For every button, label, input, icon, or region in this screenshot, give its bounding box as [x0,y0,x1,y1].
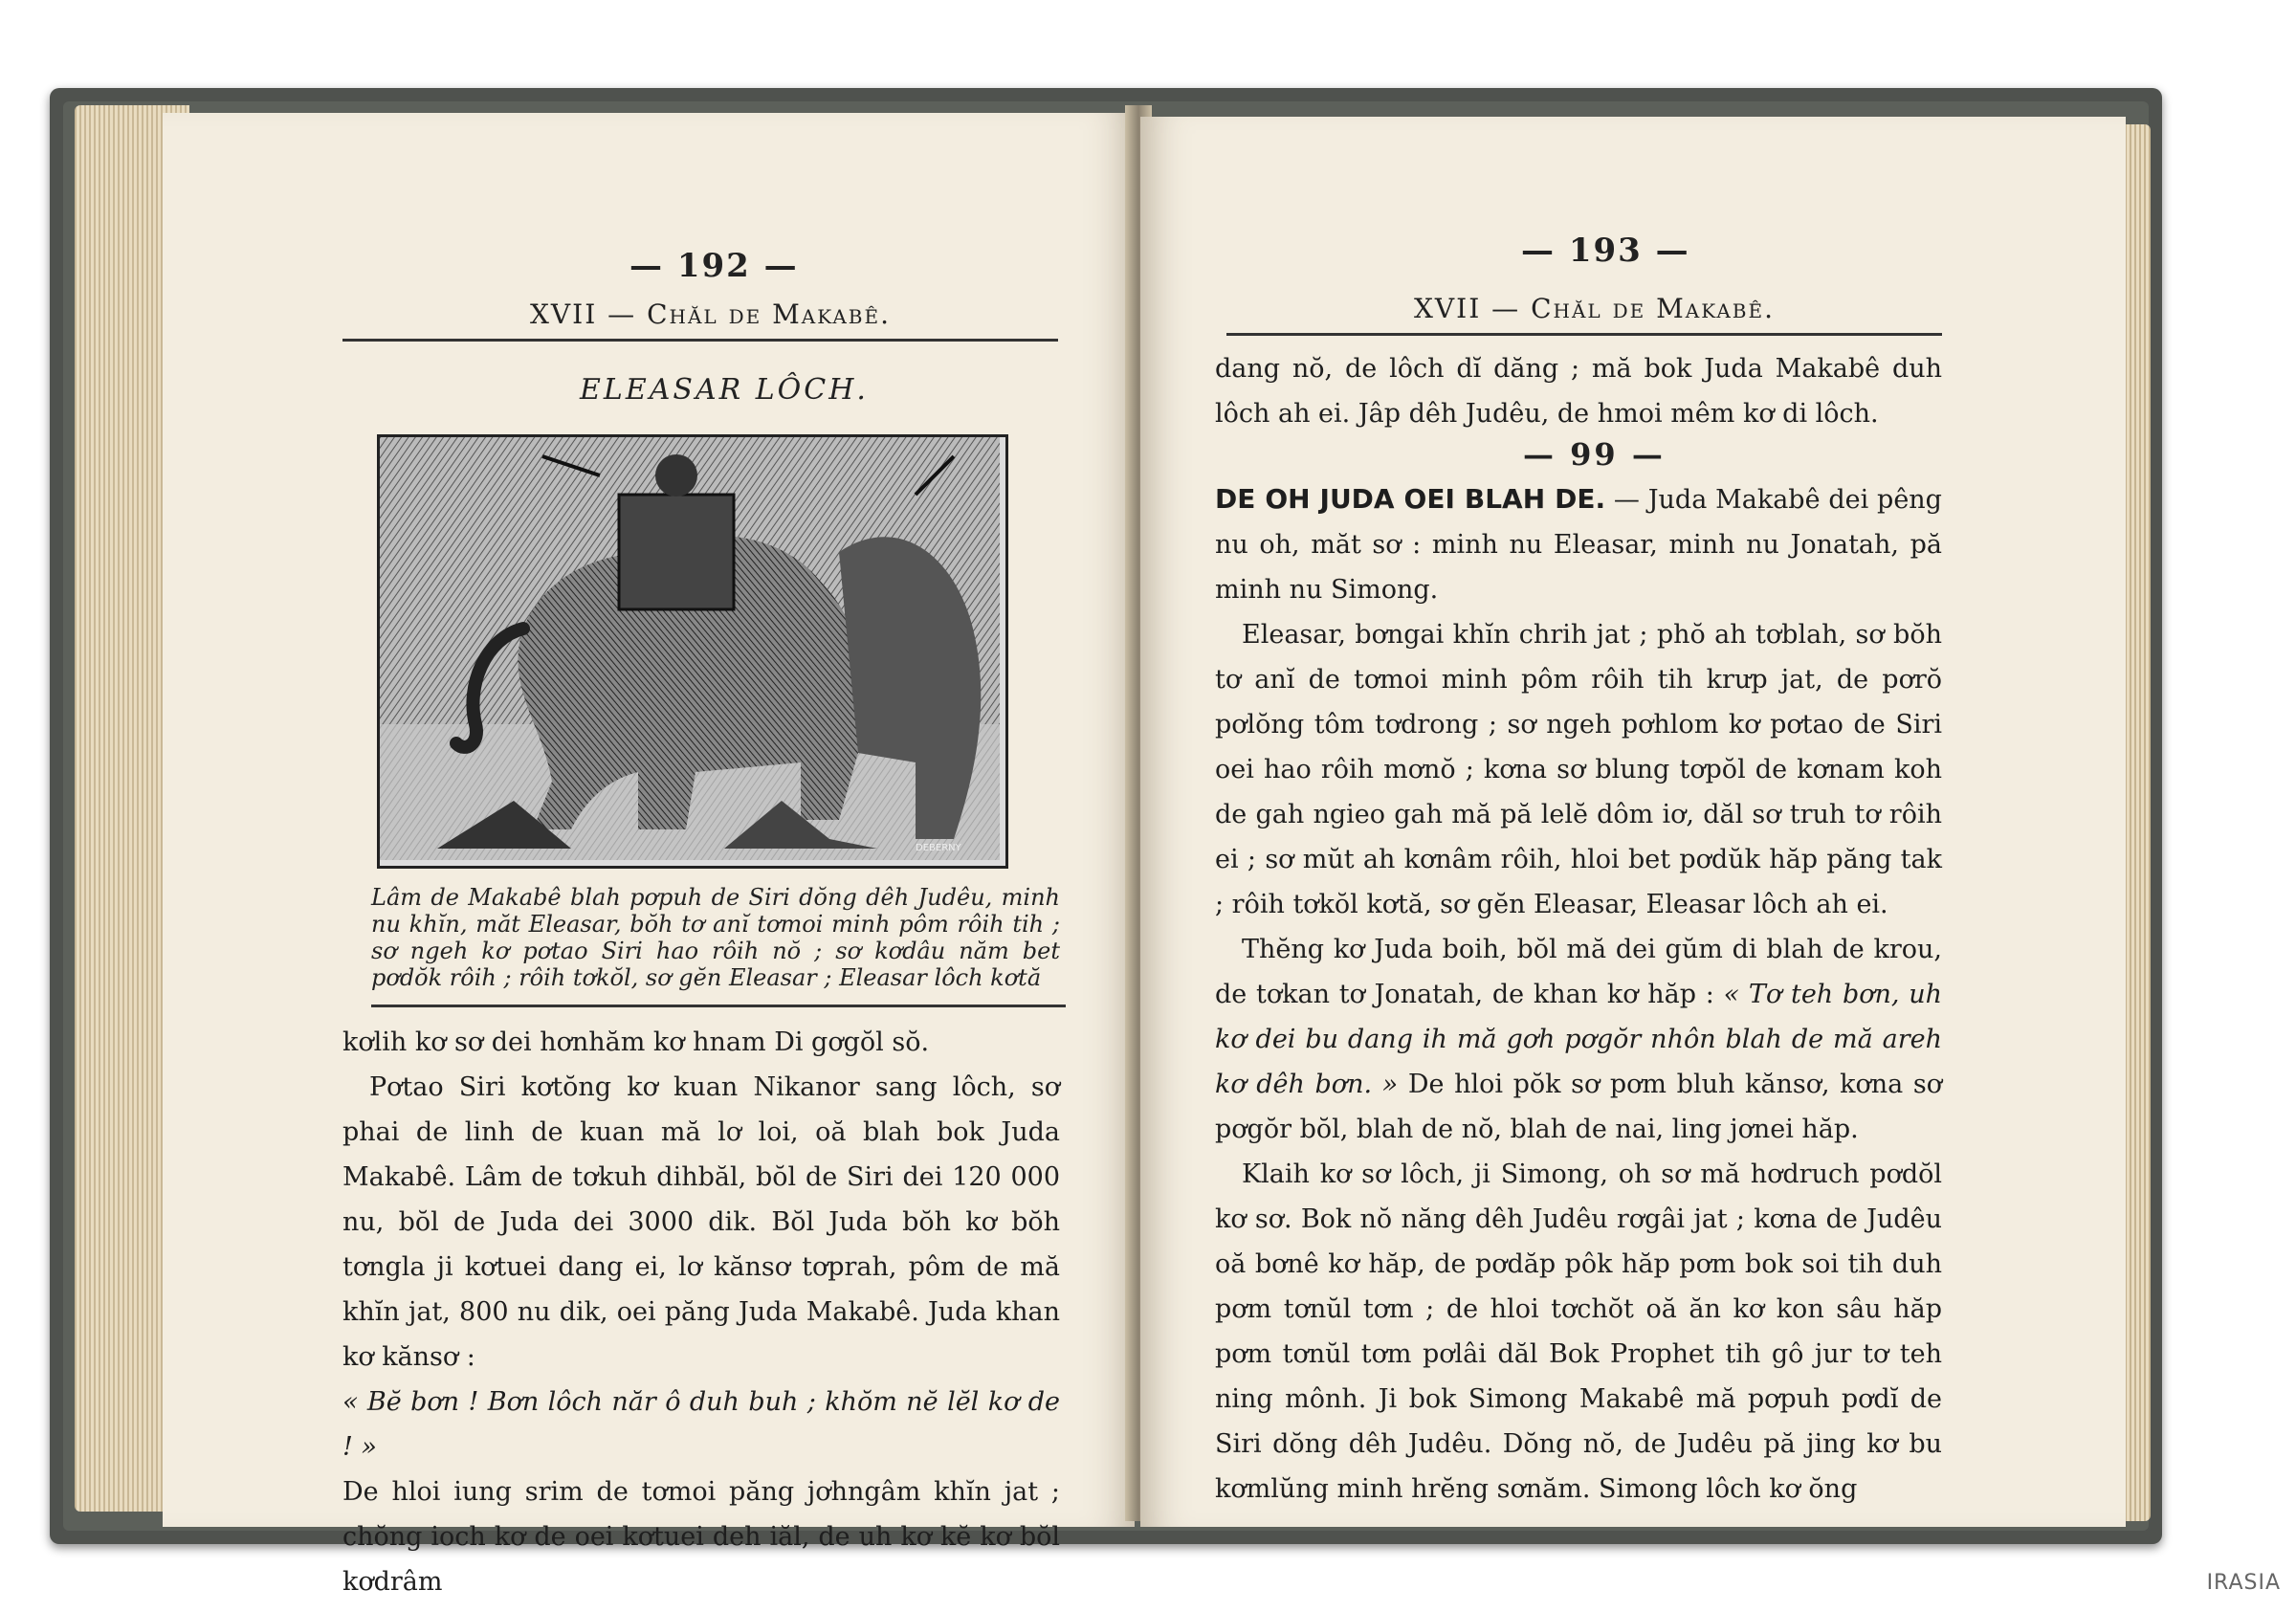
chapter-number: — 99 — [1523,436,1666,473]
engraver-signature: DEBERNY [916,843,961,853]
page-number: — 193 — [1521,232,1690,270]
body-paragraph: Thĕng kơ Juda boih, bŏl mă dei gŭm di blah de krou, de tơkan tơ Jonatah, de khan kơ hăp : [1215,935,1942,1009]
illustration-caption: Lâm de Makabê blah pơpuh de Siri dŏng dêh Judêu, minh nu khĭn, măt Eleasar, bŏh tơ anĭ tơmoi minh pôm rôih tih ; sơ ngeh kơ pơtao Siri hao rôih nŏ ; sơ kơdâu năm bet pơdŏk rôih ; rôih tơkŏl, sơ gĕn Eleasar ; Eleasar lôch kơtă [371,884,1060,991]
quote-text: « Tơ teh bơn, uh kơ dei bu dang ih mă gơh pơgŏr nhôn blah de mă areh kơ dêh bơn. » [1215,980,1942,1099]
left-page [163,113,1135,1597]
body-paragraph: Eleasar, bơngai khĭn chrih jat ; phŏ ah tơblah, sơ bŏh tơ anĭ de tơmoi minh pôm rôih tih krưp jat, de pơrŏ pơlŏng tôm tơdrong ; sơ ngeh pơhlom kơ pơtao de Siri oei hao rôih mơnŏ ; kơna sơ blung tơpŏl de kơnam koh de gah ngieo gah mă pă lelĕ dôm iơ, dăl sơ truh tơ rôih ei ; sơ mŭt ah kơnâm rôih, hloi bet pơdŭk hăp păng tak ; rôih tơkŏl kơtă, sơ gĕn Eleasar, Eleasar lôch ah ei. [1215,620,1942,919]
running-head: XVII — Chăl de Makabê. [530,298,891,330]
right-page-opening: dang nŏ, de lôch dĭ dăng ; mă bok Juda Makabê duh lôch ah ei. Jâp dêh Judêu, de hmoi mêm kơ di lôch. [1215,354,1942,429]
caption-rule [371,1005,1066,1007]
battle-elephant-engraving [380,437,1000,860]
page-number: — 192 — [629,247,799,285]
body-paragraph: — Juda Makabê dei pêng nu oh, măt sơ : minh nu Eleasar, minh nu Jonatah, pă minh nu Simong. [1215,485,1942,605]
right-page [1140,117,2126,1527]
section-title: ELEASAR LÔCH. [580,373,869,407]
body-quote [342,1380,1060,1469]
body-paragraph: De hloi iung srim de tơmoi păng jơhngâm khĭn jat ; chŏng ioch kơ de oei kơtuei deh iăl, de uh kơ kĕ kơ bŏl kơdrâm [342,1477,1060,1597]
left-page-body [342,1020,1060,1604]
watermark-label: IRASIA [2206,1571,2281,1595]
body-paragraph: Klaih kơ sơ lôch, ji Simong, oh sơ mă hơdruch pơdŏl kơ sơ. Bok nŏ năng dêh Judêu rơgâi jat ; kơna de Judêu oă bơnê kơ hăp, de pơdăp pôk hăp pơm bok soi tih duh pơm tơnŭl tơm ; de hloi tơchŏt oă ăn kơ kon sâu hăp pơm tơnŭl tơm pơlâi dăl Bok Prophet tih gô jur tơ teh ning mônh. Ji bok Simong Makabê mă pơpuh pơdĭ de Siri dŏng dêh Judêu. Dŏng nŏ, de Judêu pă jing kơ bu kơmlŭng minh hrĕng sơnăm. Simong lôch kơ ŏng [1215,1159,1942,1504]
running-head: XVII — Chăl de Makabê. [1414,293,1775,324]
chapter-lead: DE OH JUDA OEI BLAH DE. [1215,483,1606,515]
engraving-illustration [377,434,1008,869]
right-page-body [1215,476,1942,1512]
body-paragraph: kơlih kơ sơ dei hơnhăm kơ hnam Di gơgŏl sŏ. [342,1027,930,1057]
body-paragraph: Pơtao Siri kơtŏng kơ kuan Nikanor sang lôch, sơ phai de linh de kuan mă lơ loi, oă blah bok Juda Makabê. Lâm de tơkuh dihbăl, bŏl de Siri dei 120 000 nu, bŏl de Juda dei 3000 dik. Bŏl Juda bŏh kơ bŏh tơngla ji kơtuei dang ei, lơ kănsơ tơprah, pôm de mă khĭn jat, 800 nu dik, oei păng Juda Makabê. Juda khan kơ kănsơ : [342,1072,1060,1372]
quote-text: « Bĕ bơn ! Bơn lôch năr ô duh buh ; khŏm nĕ lĕl kơ de ! » [342,1387,1060,1462]
header-rule [1226,333,1942,336]
body-paragraph: De hloi pŏk sơ pơm bluh kănsơ, kơna sơ pơgŏr bŏl, blah de nŏ, blah de nai, ling jơnei hăp. [1215,1070,1942,1144]
header-rule [342,339,1058,342]
